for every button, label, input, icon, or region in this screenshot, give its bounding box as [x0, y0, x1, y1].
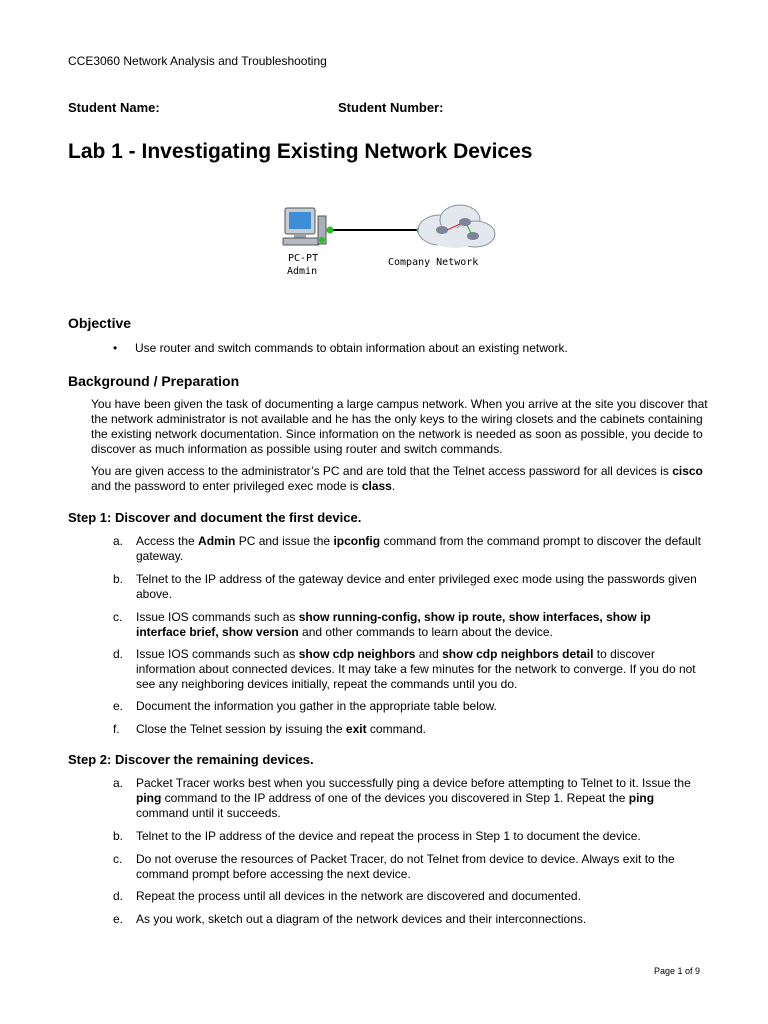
bold-run: ping [136, 791, 162, 805]
page-title: Lab 1 - Investigating Existing Network Devices [68, 140, 533, 163]
bold-run: show cdp neighbors [298, 647, 416, 661]
text-run: command until it succeeds. [136, 806, 281, 820]
step2-item-d-text: Repeat the process until all devices in the network are discovered and documented. [136, 889, 581, 903]
student-info-row [68, 100, 708, 115]
text-run: Issue IOS commands such as [136, 610, 299, 624]
text-run: You are given access to the administrator’s PC and are told that the Telnet access password for all devices is [91, 464, 673, 478]
telnet-password: cisco [672, 464, 703, 478]
page-number: Page 1 of 9 [653, 966, 700, 976]
bold-run: Admin [198, 534, 236, 548]
step2-heading: Step 2: Discover the remaining devices. [68, 752, 314, 767]
text-run: to discover information about connected devices. It may take a few minutes for the network to converge. If you do not see any neighboring devices initially, repeat the commands until you do. [136, 647, 696, 691]
link-port-pc [327, 227, 334, 234]
text-run: Close the Telnet session by issuing the [136, 722, 346, 736]
list-marker: a. [113, 776, 124, 790]
pc-label-line2: Admin [287, 266, 318, 277]
list-marker: d. [113, 889, 124, 903]
list-marker: e. [113, 912, 124, 926]
link-port-pc-lower [319, 237, 325, 243]
step1-item-c-text [136, 610, 702, 640]
step2-item-a-text [136, 776, 702, 821]
step2-item-b-text: Telnet to the IP address of the device and repeat the process in Step 1 to document the device. [136, 829, 641, 843]
step1-item-a-text [136, 534, 702, 564]
objective-bullet-text: Use router and switch commands to obtain information about an existing network. [135, 341, 568, 355]
step1-item-b-text: Telnet to the IP address of the gateway device and enter privileged exec mode using the passwords given above. [136, 572, 697, 601]
text-run: command to the IP address of one of the devices you discovered in Step 1. Repeat the [161, 791, 629, 805]
list-marker: e. [113, 699, 124, 713]
student-number-label: Student Number: [338, 100, 444, 115]
student-name-label: Student Name: [68, 100, 160, 115]
list-marker: c. [113, 610, 123, 624]
background-paragraph-2 [91, 464, 711, 494]
text-run: and [415, 647, 443, 661]
pc-label-line1: PC-PT [288, 253, 319, 264]
bold-run: show cdp neighbors detail [442, 647, 594, 661]
text-run: and other commands to learn about the device. [298, 625, 553, 639]
text-run: . [391, 479, 396, 493]
bullet-dot: • [113, 341, 118, 355]
step1-heading: Step 1: Discover and document the first device. [68, 510, 362, 525]
objective-heading: Objective [68, 315, 132, 331]
background-heading: Background / Preparation [68, 373, 240, 389]
exec-password: class [361, 479, 392, 493]
text-run: PC and issue the [235, 534, 334, 548]
bold-run: ping [628, 791, 655, 805]
bold-run: show running-config, show ip route, show interfaces, show ip interface brief, show version [136, 610, 651, 639]
network-label: Company Network [388, 257, 479, 268]
list-marker: d. [113, 647, 124, 661]
list-marker: b. [113, 829, 124, 843]
text-run: Issue IOS commands such as [136, 647, 299, 661]
course-header: CCE3060 Network Analysis and Troubleshooting [68, 54, 327, 68]
list-marker: b. [113, 572, 124, 586]
network-diagram [270, 200, 510, 290]
cloud-icon [418, 205, 495, 248]
text-run: command. [366, 722, 426, 736]
background-paragraph-1: You have been given the task of documenting a large campus network. When you arrive at the site you discover that the network administrator is not available and he has the only keys to the wiring closets and the cabinets containing the existing network documentation. Since information on the network is needed as soon as possible, you decide to discover as much information as possible using router and switch commands. [91, 397, 708, 456]
step2-item-c-text: Do not overuse the resources of Packet Tracer, do not Telnet from device to device. Always exit to the command prompt before accessing the next device. [136, 852, 675, 881]
text-run: command from the command prompt to discover the default gateway. [136, 534, 701, 563]
step2-item-e-text: As you work, sketch out a diagram of the network devices and their interconnections. [136, 912, 587, 926]
bold-run: exit [345, 722, 367, 736]
bold-run: ipconfig [333, 534, 381, 548]
list-marker: f. [113, 722, 120, 736]
list-marker: a. [113, 534, 124, 548]
text-run: Packet Tracer works best when you successfully ping a device before attempting to Telnet to it. Issue the [136, 776, 691, 790]
list-marker: c. [113, 852, 123, 866]
text-run: Access the [136, 534, 199, 548]
step1-item-d-text [136, 647, 702, 692]
text-run: and the password to enter privileged exec mode is [91, 479, 362, 493]
step1-item-f-text [136, 722, 702, 737]
step1-item-e-text: Document the information you gather in the appropriate table below. [136, 699, 497, 713]
